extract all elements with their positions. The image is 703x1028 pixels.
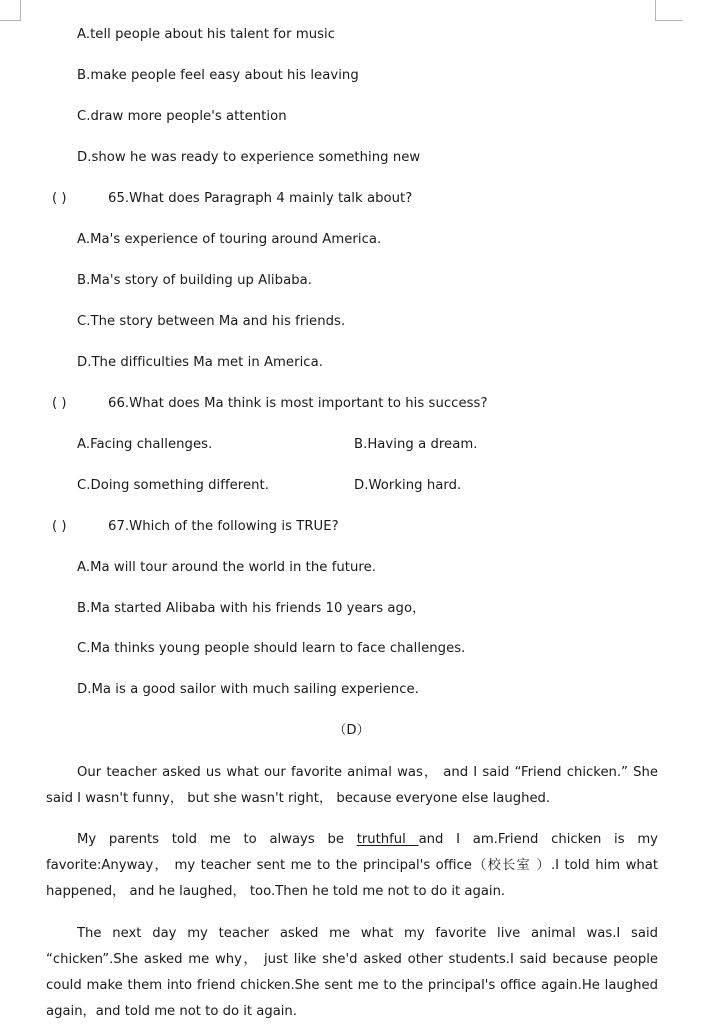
q66-option-b: B.Having a dream.	[354, 437, 478, 452]
question-67	[52, 519, 339, 535]
q67-option-b: B.Ma started Alibaba with his friends 10 years ago，	[77, 601, 426, 616]
page-corner-mark-right	[655, 0, 683, 21]
q65-option-c: C.The story between Ma and his friends.	[77, 314, 346, 329]
section-title: （D）	[333, 723, 370, 738]
q67-option-a: A.Ma will tour around the world in the future.	[77, 560, 377, 575]
q65-option-d: D.The difficulties Ma met in America.	[77, 355, 323, 370]
passage-paragraph-3: The next day my teacher asked me what my favorite live animal was.I said “chicken”.She asked me why， just like she'd asked other students.I said because people could make them into friend chicken.She sent me to the principal's office again.He laughed again，and told me not to do it again.	[46, 926, 658, 1019]
answer-blank: ( )	[52, 519, 67, 534]
q64-option-c: C.draw more people's attention	[77, 109, 287, 124]
q67-option-c: C.Ma thinks young people should learn to face challenges.	[77, 641, 466, 656]
q65-option-b: B.Ma's story of building up Alibaba.	[77, 273, 312, 288]
q65-option-a: A.Ma's experience of touring around America.	[77, 232, 382, 247]
underlined-word: truthful	[356, 832, 419, 847]
paragraph-text: My parents told me to always be	[77, 832, 357, 847]
passage-paragraph-1: Our teacher asked us what our favorite animal was， and I said “Friend chicken.” She said I wasn't funny， but she wasn't right， because everyone else laughed.	[46, 765, 658, 806]
passage-paragraph-2	[46, 827, 658, 905]
question-text: 65.What does Paragraph 4 mainly talk about?	[108, 191, 413, 206]
q66-option-a: A.Facing challenges.	[77, 437, 213, 452]
question-66	[52, 396, 488, 412]
answer-blank: ( )	[52, 191, 67, 206]
q64-option-b: B.make people feel easy about his leaving	[77, 68, 359, 83]
question-65	[52, 191, 412, 207]
question-text: 66.What does Ma think is most important to his success?	[108, 396, 488, 411]
question-text: 67.Which of the following is TRUE?	[108, 519, 339, 534]
paragraph-text: and I am.Friend chicken is my favorite:Anyway， my teacher sent me to the principal's office（校长室 ）.I told him what happened， and he laughed， too.Then he told me not to do it again.	[46, 832, 658, 899]
q66-option-c: C.Doing something different.	[77, 478, 270, 493]
q67-option-d: D.Ma is a good sailor with much sailing experience.	[77, 682, 419, 697]
q64-option-d: D.show he was ready to experience something new	[77, 150, 421, 165]
answer-blank: ( )	[52, 396, 67, 411]
q64-option-a: A.tell people about his talent for music	[77, 27, 336, 42]
page-corner-mark-left	[0, 0, 21, 21]
q66-option-d: D.Working hard.	[354, 478, 462, 493]
